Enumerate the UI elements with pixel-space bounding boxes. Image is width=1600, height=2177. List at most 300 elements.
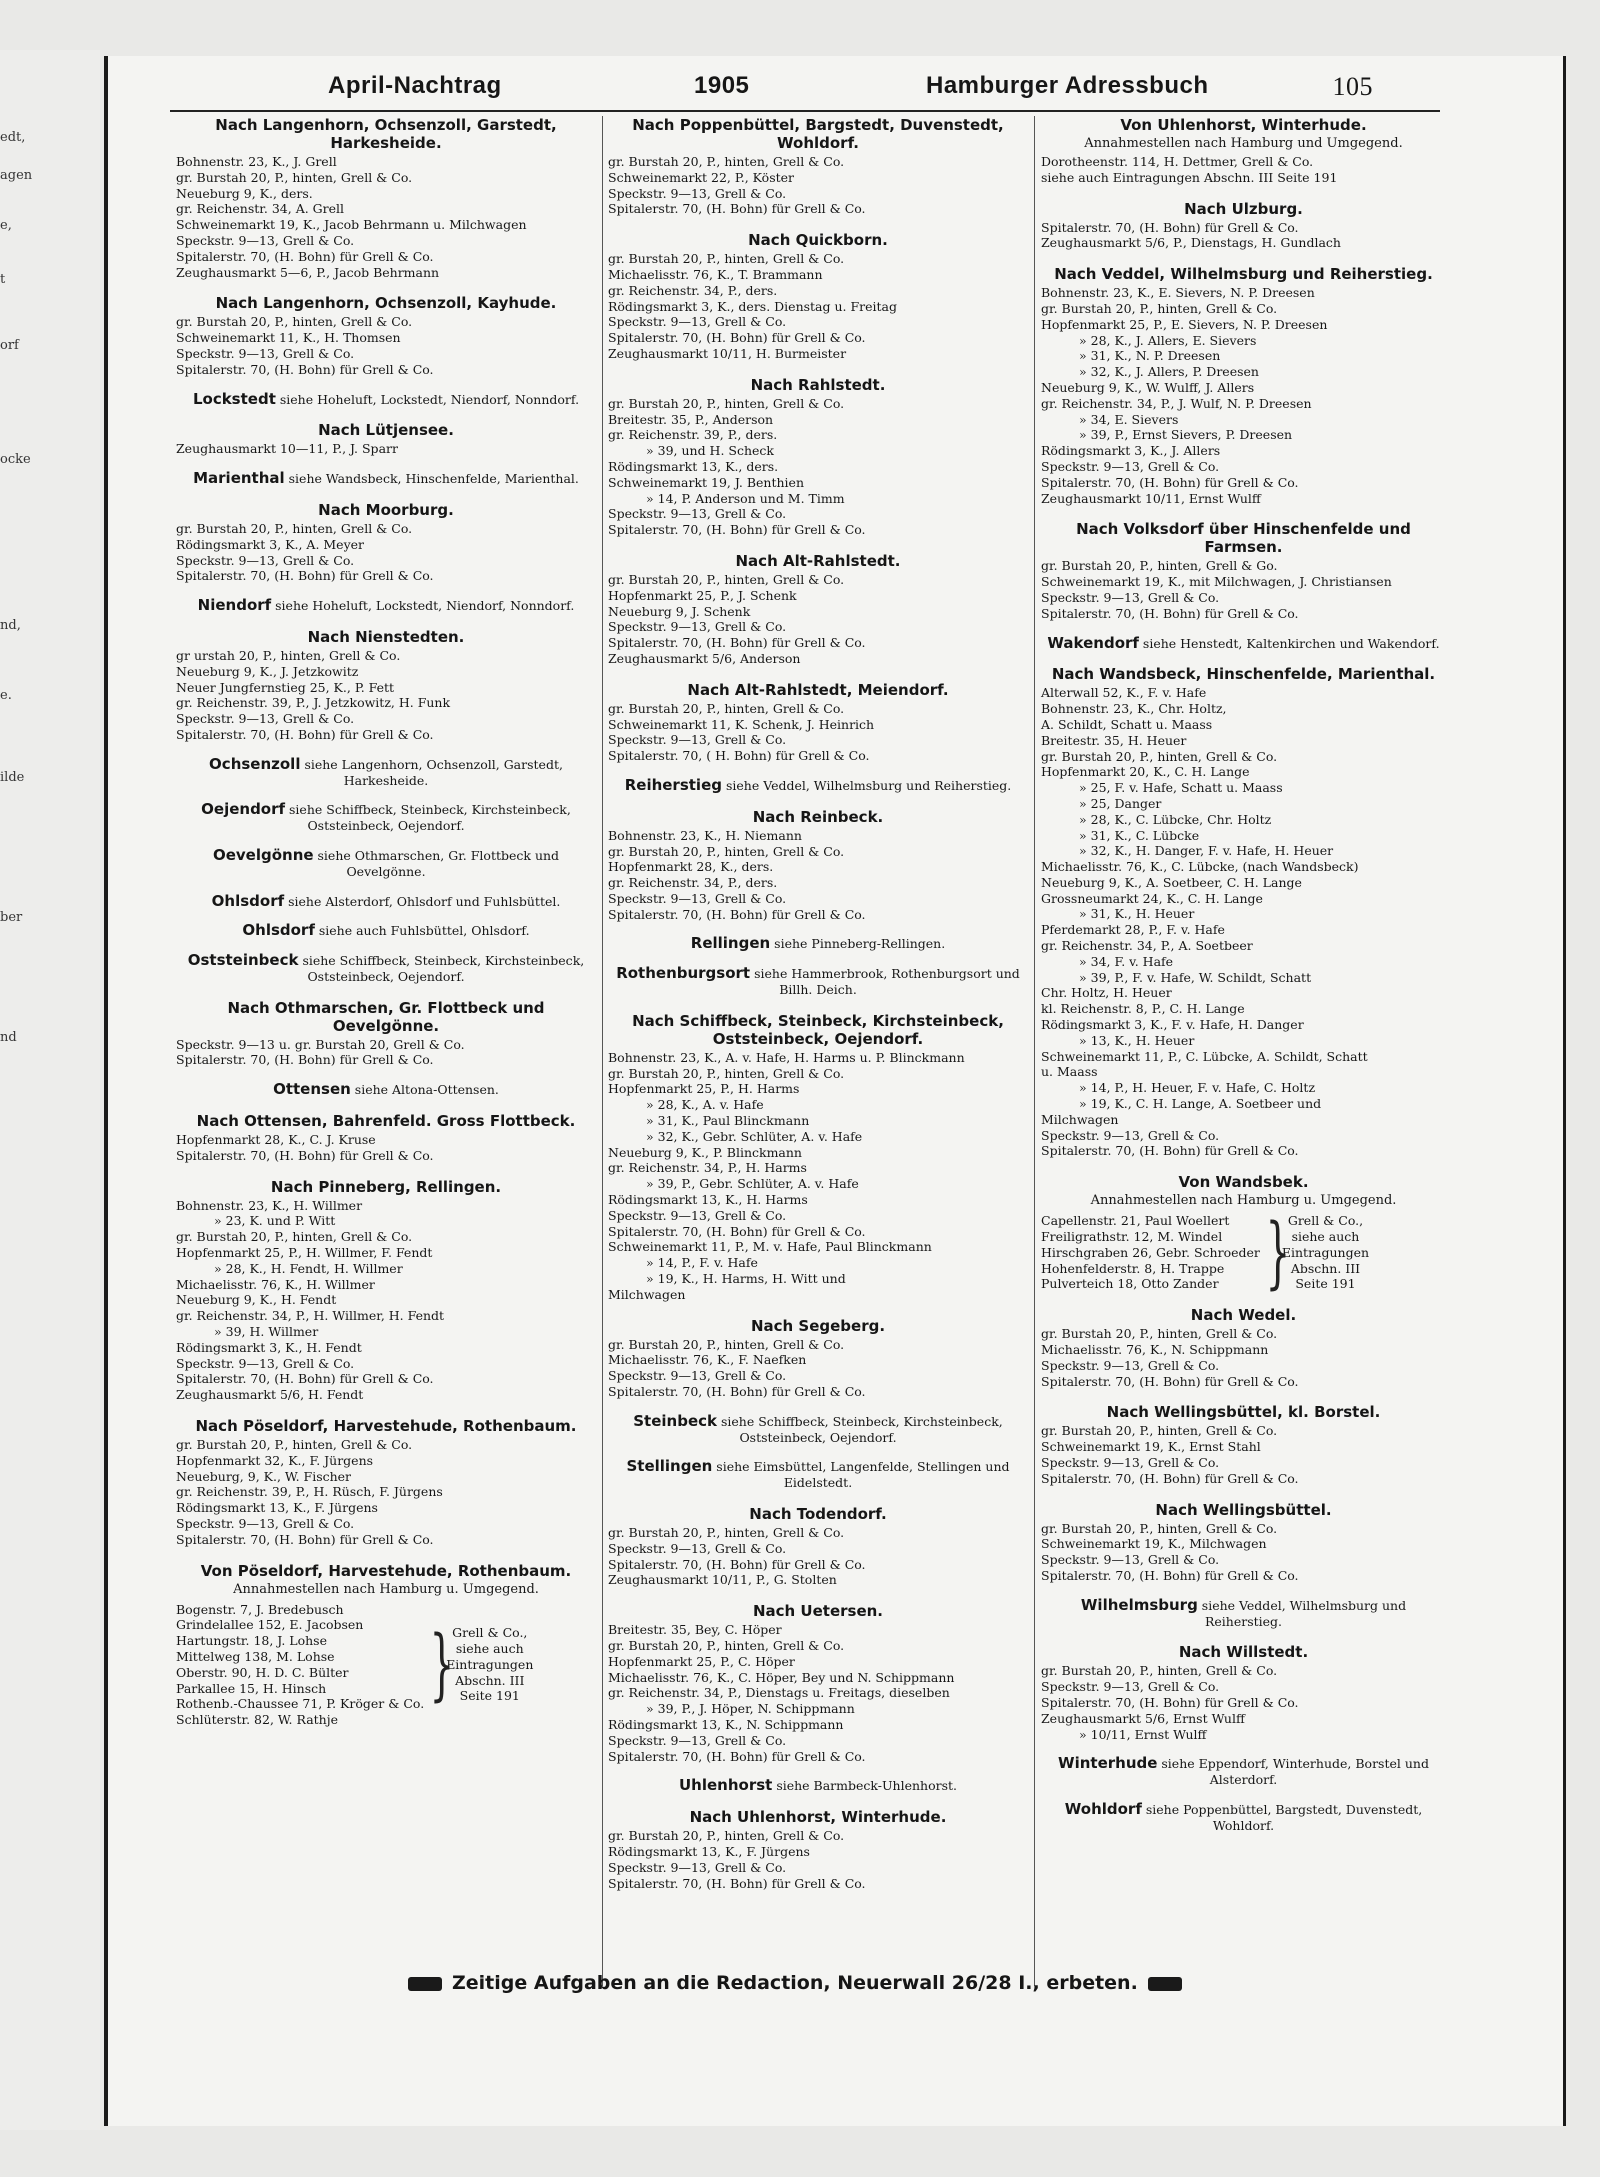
- address-entry: Pulverteich 18, Otto Zander: [1041, 1276, 1219, 1292]
- address-list: [176, 1602, 424, 1728]
- address-entry: Schweinemarkt 19, J. Benthien: [608, 474, 805, 490]
- pointing-hand-icon: [408, 1977, 442, 1991]
- address-entry: » 34, E. Sievers: [1079, 411, 1179, 427]
- route-heading: Nach Wellingsbüttel, kl. Borstel.: [1106, 1403, 1381, 1422]
- cross-reference: [176, 891, 596, 910]
- reference-place: Ottensen: [273, 1080, 351, 1099]
- address-entry: Spitalerstr. 70, (H. Bohn) für Grell & Co.: [176, 568, 434, 584]
- reference-text: [176, 953, 596, 985]
- address-entry: Hopfenmarkt 20, K., C. H. Lange: [1041, 764, 1250, 780]
- route-section: [1041, 116, 1446, 186]
- address-entry: Spitalerstr. 70, (H. Bohn) für Grell & Co.: [176, 1531, 434, 1547]
- address-entry: gr. Burstah 20, P., hinten, Grell & Co.: [608, 1065, 845, 1081]
- route-section: [608, 1317, 1028, 1400]
- reference-target: siehe Schiffbeck, Steinbeck, Kirchsteinbeck, Oststeinbeck, Oejendorf.: [285, 802, 571, 834]
- address-entry: » 32, K., Gebr. Schlüter, A. v. Hafe: [646, 1128, 863, 1144]
- address-entry: gr urstah 20, P., hinten, Grell & Co.: [176, 647, 401, 663]
- reference-place: Rellingen: [690, 934, 771, 953]
- reference-target: siehe auch Fuhlsbüttel, Ohlsdorf.: [314, 923, 530, 939]
- address-entry: Grindelallee 152, E. Jacobsen: [176, 1617, 364, 1633]
- address-entry: Neueburg 9, K., H. Fendt: [176, 1292, 337, 1308]
- note-line: Eintragungen: [446, 1656, 534, 1672]
- address-entry: gr. Reichenstr. 34, P., H. Willmer, H. Fendt: [176, 1308, 445, 1324]
- route-heading: Nach Moorburg.: [318, 500, 454, 519]
- margin-fragment: nd,: [0, 618, 21, 633]
- address-entry: Spitalerstr. 70, (H. Bohn) für Grell & Co.: [608, 1875, 866, 1891]
- route-section: [1041, 1306, 1446, 1389]
- route-section: [608, 1808, 1028, 1891]
- address-entry: gr. Burstah 20, P., hinten, Grell & Co.: [608, 1828, 845, 1844]
- address-entry: Bohnenstr. 23, K., H. Willmer: [176, 1197, 363, 1213]
- address-entry: Schweinemarkt 22, P., Köster: [608, 169, 794, 185]
- reference-target: siehe Barmbeck-Uhlenhorst.: [772, 1778, 957, 1794]
- column-divider: [602, 116, 603, 1986]
- reference-target: siehe Hoheluft, Lockstedt, Niendorf, Nonndorf.: [275, 391, 580, 407]
- address-entry: gr. Burstah 20, P., hinten, Grell & Co.: [608, 700, 845, 716]
- address-entry: gr. Burstah 20, P., hinten, Grell & Co.: [176, 1437, 413, 1453]
- reference-place: Marienthal: [193, 469, 285, 488]
- cross-reference: [608, 966, 1028, 998]
- route-heading: Nach Uhlenhorst, Winterhude.: [689, 1808, 947, 1827]
- route-section: [176, 1112, 596, 1164]
- reference-text: [608, 1778, 1028, 1794]
- address-entry: Hopfenmarkt 28, K., C. J. Kruse: [176, 1132, 376, 1148]
- address-entry: Breitestr. 35, P., Anderson: [608, 411, 774, 427]
- reference-place: Stellingen: [626, 1457, 713, 1476]
- address-entry: Schweinemarkt 19, K., Jacob Behrmann u. Milchwagen: [176, 217, 527, 233]
- reference-place: Reiherstieg: [624, 775, 722, 794]
- route-heading: Nach Langenhorn, Ochsenzoll, Kayhude.: [215, 294, 557, 313]
- address-entry: Zeughausmarkt 5/6, Anderson: [608, 650, 801, 666]
- reference-target: siehe Altona-Ottensen.: [350, 1082, 499, 1098]
- address-entry: Speckstr. 9—13, Grell & Co.: [1041, 1357, 1220, 1373]
- reference-place: Rothenburgsort: [616, 964, 751, 983]
- address-entry: Breitestr. 35, Bey, C. Höper: [608, 1622, 782, 1638]
- address-entry: Zeughausmarkt 5—6, P., Jacob Behrmann: [176, 264, 440, 280]
- cross-reference: [176, 953, 596, 985]
- note-line: siehe auch: [455, 1641, 524, 1657]
- route-section: [1041, 1173, 1446, 1298]
- address-entry: Spitalerstr. 70, (H. Bohn) für Grell & Co.: [608, 1748, 866, 1764]
- reference-text: [176, 845, 596, 880]
- address-entry: Schweinemarkt 11, K. Schenk, J. Heinrich: [608, 716, 875, 732]
- route-section: [176, 116, 596, 280]
- address-entry: Oberstr. 90, H. D. C. Bülter: [176, 1664, 349, 1680]
- address-entry: Schweinemarkt 11, P., M. v. Hafe, Paul Blinckmann: [608, 1239, 932, 1255]
- address-entry: Chr. Holtz, H. Heuer: [1041, 985, 1172, 1001]
- address-entry: Hopfenmarkt 28, K., ders.: [608, 859, 774, 875]
- address-entry: » 31, K., Paul Blinckmann: [646, 1113, 810, 1129]
- address-entry: Rödingsmarkt 13, K., F. Jürgens: [608, 1843, 810, 1859]
- margin-fragment: ilde: [0, 770, 25, 785]
- cross-reference: [176, 598, 596, 614]
- address-entry: » 31, K., C. Lübcke: [1079, 827, 1200, 843]
- address-entry: Speckstr. 9—13, Grell & Co.: [1041, 1679, 1220, 1695]
- route-section: [1041, 265, 1446, 506]
- address-entry: Spitalerstr. 70, (H. Bohn) für Grell & Co.: [176, 726, 434, 742]
- cross-reference: [176, 845, 596, 880]
- header-title: Hamburger Adressbuch: [926, 72, 1209, 99]
- reference-text: [176, 1082, 596, 1098]
- address-entry: Spitalerstr. 70, (H. Bohn) für Grell & Co.: [608, 522, 866, 538]
- address-entry: gr. Reichenstr. 34, P., J. Wulf, N. P. Dreesen: [1041, 395, 1312, 411]
- route-section: [176, 628, 596, 743]
- reference-target: siehe Veddel, Wilhelmsburg und Reiherstieg.: [1197, 1597, 1407, 1629]
- footer-text: Zeitige Aufgaben an die Redaction, Neuerwall 26/28 I., erbeten.: [452, 1972, 1138, 1994]
- address-entry: » 31, K., H. Heuer: [1079, 906, 1195, 922]
- address-entry: gr. Burstah 20, P., hinten, Grell & Co.: [608, 1637, 845, 1653]
- address-entry: Michaelisstr. 76, K., T. Brammann: [608, 266, 823, 282]
- brace-icon: }: [1265, 1207, 1291, 1298]
- address-entry: Schweinemarkt 19, K., mit Milchwagen, J. Christiansen: [1041, 574, 1392, 590]
- address-entry: Rödingsmarkt 13, K., H. Harms: [608, 1192, 808, 1208]
- address-entry: Rödingsmarkt 13, K., F. Jürgens: [176, 1500, 378, 1516]
- note-line: Grell & Co.,: [452, 1625, 528, 1641]
- address-entry: gr. Reichenstr. 34, P., ders.: [608, 875, 778, 891]
- route-heading: Nach Pinneberg, Rellingen.: [270, 1177, 502, 1196]
- route-section: [176, 501, 596, 584]
- brace-icon: }: [429, 1619, 455, 1710]
- cross-reference: [608, 775, 1028, 794]
- address-entry: gr. Burstah 20, P., hinten, Grell & Co.: [608, 571, 845, 587]
- address-entry: Neueburg 9, K., A. Soetbeer, C. H. Lange: [1041, 874, 1302, 890]
- margin-fragment: edt,: [0, 130, 26, 145]
- route-section: [176, 421, 596, 457]
- address-entry: » 19, K., C. H. Lange, A. Soetbeer und: [1079, 1096, 1322, 1112]
- address-entry: Rothenb.-Chaussee 71, P. Kröger & Co.: [176, 1696, 425, 1712]
- address-entry: » 39, P., Ernst Sievers, P. Dreesen: [1079, 427, 1293, 443]
- cross-reference: [608, 1459, 1028, 1491]
- page-header: [4, 72, 1457, 108]
- reference-text: [176, 471, 596, 487]
- address-entry: » 39, und H. Scheck: [646, 443, 774, 459]
- address-entry: Speckstr. 9—13, Grell & Co.: [1041, 1455, 1220, 1470]
- address-entry: » 28, K., H. Fendt, H. Willmer: [214, 1260, 403, 1276]
- address-entry: Schweinemarkt 19, K., Ernst Stahl: [1041, 1439, 1261, 1455]
- address-entry: Hopfenmarkt 25, P., C. Höper: [608, 1653, 795, 1669]
- footer-notice: [398, 1972, 1192, 1994]
- route-section: [608, 1602, 1028, 1764]
- address-entry: Spitalerstr. 70, (H. Bohn) für Grell & Co.: [1041, 474, 1299, 490]
- reference-text: [608, 966, 1028, 998]
- address-entry: Spitalerstr. 70, (H. Bohn) für Grell & Co.: [608, 635, 866, 651]
- address-entry: Speckstr. 9—13, Grell & Co.: [608, 619, 787, 635]
- address-entry: Spitalerstr. 70, (H. Bohn) für Grell & Co.: [176, 1147, 434, 1163]
- address-entry: Speckstr. 9—13, Grell & Co.: [1041, 458, 1220, 474]
- route-heading: Nach Segeberg.: [750, 1316, 886, 1335]
- address-entry: gr. Burstah 20, P., hinten, Grell & Co.: [1041, 1326, 1278, 1342]
- address-entry: » 28, K., A. v. Hafe: [646, 1097, 764, 1113]
- route-heading: Nach Nienstedten.: [307, 627, 465, 646]
- note-line: Abschn. III: [455, 1672, 525, 1688]
- address-entry: » 39, P., J. Höper, N. Schippmann: [646, 1701, 855, 1717]
- route-heading: Nach Veddel, Wilhelmsburg und Reiherstieg.: [1054, 265, 1433, 284]
- address-entry: » 14, P., F. v. Hafe: [646, 1255, 758, 1271]
- address-entry: gr. Burstah 20, P., hinten, Grell & Co.: [176, 314, 413, 330]
- address-entry: Speckstr. 9—13, Grell & Co.: [608, 732, 787, 748]
- address-entry: Speckstr. 9—13, Grell & Co.: [608, 1368, 787, 1384]
- address-entry: Speckstr. 9—13, Grell & Co.: [608, 185, 787, 201]
- address-entry: Zeughausmarkt 10/11, P., G. Stolten: [608, 1572, 837, 1588]
- reference-text: [608, 1459, 1028, 1491]
- reference-place: Ohlsdorf: [242, 921, 315, 940]
- reference-place: Wohldorf: [1064, 1799, 1142, 1818]
- address-entry: gr. Burstah 20, P., hinten, Grell & Co.: [1041, 748, 1278, 764]
- reference-place: Ochsenzoll: [209, 754, 301, 773]
- address-entry: Hopfenmarkt 25, P., H. Willmer, F. Fendt: [176, 1245, 433, 1261]
- address-entry: Spitalerstr. 70, (H. Bohn) für Grell & Co.: [176, 1052, 434, 1068]
- address-entry: Spitalerstr. 70, (H. Bohn) für Grell & Co.: [608, 1384, 866, 1400]
- address-entry: Michaelisstr. 76, K., F. Naefken: [608, 1352, 807, 1368]
- address-entry: Michaelisstr. 76, K., C. Höper, Bey und N. Schippmann: [608, 1669, 955, 1685]
- reference-place: Oevelgönne: [212, 845, 314, 864]
- address-entry: u. Maass: [1041, 1064, 1098, 1080]
- address-entry: Schweinemarkt 19, K., Milchwagen: [1041, 1536, 1267, 1552]
- note-line: Grell & Co.,: [1287, 1213, 1364, 1229]
- cross-reference: [1041, 1799, 1446, 1834]
- address-entry: Speckstr. 9—13, Grell & Co.: [1041, 589, 1220, 605]
- address-entry: Zeughausmarkt 5/6, H. Fendt: [176, 1387, 364, 1403]
- address-entry: gr. Reichenstr. 34, P., A. Soetbeer: [1041, 938, 1253, 954]
- cross-reference: [176, 1082, 596, 1098]
- note-line: Abschn. III: [1290, 1260, 1361, 1276]
- reference-place: Uhlenhorst: [679, 1776, 773, 1795]
- address-entry: Schweinemarkt 11, P., C. Lübcke, A. Schildt, Schatt: [1041, 1048, 1368, 1064]
- reference-target: siehe Pinneberg-Rellingen.: [770, 936, 946, 952]
- address-entry: Speckstr. 9—13, Grell & Co.: [176, 345, 355, 361]
- route-subheading: Annahmestellen nach Hamburg und Umgegend.: [1084, 136, 1403, 151]
- pointing-hand-icon: [1148, 1977, 1182, 1991]
- address-entry: Speckstr. 9—13, Grell & Co.: [608, 314, 787, 330]
- reference-text: [176, 923, 596, 939]
- route-section: [176, 1178, 596, 1403]
- reference-place: Wilhelmsburg: [1080, 1595, 1198, 1614]
- address-entry: Bogenstr. 7, J. Bredebusch: [176, 1601, 344, 1617]
- address-entry: Rödingsmarkt 3, K., F. v. Hafe, H. Danger: [1041, 1017, 1304, 1033]
- address-entry: » 28, K., J. Allers, E. Sievers: [1079, 332, 1257, 348]
- header-left: April-Nachtrag: [328, 72, 502, 99]
- reference-text: [176, 802, 596, 834]
- address-entry: Hirschgraben 26, Gebr. Schroeder: [1041, 1244, 1260, 1260]
- reference-text: [1041, 633, 1446, 652]
- column-divider: [1034, 116, 1035, 1986]
- reference-text: [176, 891, 596, 910]
- address-entry: Dorotheenstr. 114, H. Dettmer, Grell & Co.: [1041, 154, 1314, 169]
- route-heading: Nach Alt-Rahlstedt.: [735, 551, 901, 570]
- address-entry: Neueburg, 9, K., W. Fischer: [176, 1468, 352, 1484]
- address-entry: Rödingsmarkt 13, K., N. Schippmann: [608, 1716, 844, 1732]
- route-section: [1041, 520, 1446, 621]
- cross-reference: [176, 923, 596, 939]
- reference-target: siehe Hammerbrook, Rothenburgsort und Billh. Deich.: [750, 966, 1020, 998]
- reference-target: siehe Othmarschen, Gr. Flottbeck und Oevelgönne.: [313, 847, 560, 879]
- address-entry: Milchwagen: [608, 1286, 686, 1302]
- address-entry: Hopfenmarkt 25, P., J. Schenk: [608, 587, 797, 603]
- address-entry: kl. Reichenstr. 8, P., C. H. Lange: [1041, 1001, 1245, 1017]
- address-entry: Rödingsmarkt 3, K., H. Fendt: [176, 1339, 362, 1355]
- address-entry: gr. Burstah 20, P., hinten, Grell & Co.: [608, 251, 845, 267]
- address-entry: Spitalerstr. 70, (H. Bohn) für Grell & Co.: [1041, 1694, 1299, 1710]
- address-entry: gr. Burstah 20, P., hinten, Grell & Co.: [608, 1336, 845, 1352]
- address-entry: siehe auch Eintragungen Abschn. III Seite 191: [1041, 169, 1338, 185]
- reference-text: [176, 389, 596, 408]
- route-heading: Nach Rahlstedt.: [750, 375, 886, 394]
- reference-target: siehe Eimsbüttel, Langenfelde, Stellingen und Eidelstedt.: [712, 1459, 1010, 1491]
- route-heading: Nach Pöseldorf, Harvestehude, Rothenbaum.: [195, 1417, 577, 1436]
- address-entry: gr. Burstah 20, P., hinten, Grell & Co.: [1041, 1423, 1278, 1439]
- address-entry: gr. Burstah 20, P., hinten, Grell & Co.: [1041, 1663, 1278, 1679]
- address-entry: Breitestr. 35, H. Heuer: [1041, 732, 1187, 748]
- margin-fragment: e,: [0, 218, 12, 233]
- address-entry: Alterwall 52, K., F. v. Hafe: [1041, 685, 1207, 701]
- address-entry: Hopfenmarkt 32, K., F. Jürgens: [176, 1452, 374, 1468]
- address-entry: Pferdemarkt 28, P., F. v. Hafe: [1041, 922, 1225, 938]
- address-entry: gr. Burstah 20, P., hinten, Grell & Co.: [608, 154, 845, 169]
- address-entry: Zeughausmarkt 10/11, H. Burmeister: [608, 345, 847, 361]
- address-entry: Rödingsmarkt 3, K., J. Allers: [1041, 443, 1221, 459]
- route-heading: Nach Wedel.: [1190, 1306, 1297, 1325]
- route-heading: Nach Uetersen.: [752, 1602, 884, 1621]
- route-section: [176, 999, 596, 1069]
- address-entry: Michaelisstr. 76, K., N. Schippmann: [1041, 1342, 1269, 1358]
- address-entry: Rödingsmarkt 3, K., A. Meyer: [176, 536, 365, 552]
- address-entry: » 19, K., H. Harms, H. Witt und: [646, 1271, 846, 1287]
- address-entry: Bohnenstr. 23, K., A. v. Hafe, H. Harms u. P. Blinckmann: [608, 1049, 965, 1065]
- route-section: [1041, 200, 1446, 252]
- address-entry: » 39, H. Willmer: [214, 1324, 319, 1340]
- route-section: [608, 1012, 1028, 1303]
- route-section: [176, 1562, 596, 1728]
- note-line: Eintragungen: [1281, 1244, 1370, 1260]
- bracket-note: [1282, 1213, 1369, 1292]
- address-entry: Spitalerstr. 70, (H. Bohn) für Grell & Co.: [1041, 219, 1299, 235]
- reference-text: [176, 754, 596, 789]
- route-heading: Nach Reinbeck.: [752, 807, 884, 826]
- route-section: [1041, 1403, 1446, 1486]
- margin-fragment: ocke: [0, 452, 31, 467]
- route-heading: Von Pöseldorf, Harvestehude, Rothenbaum.: [200, 1561, 572, 1580]
- address-entry: » 25, Danger: [1079, 795, 1162, 811]
- address-entry: Zeughausmarkt 5/6, P., Dienstags, H. Gundlach: [1041, 235, 1341, 251]
- reference-target: siehe Langenhorn, Ochsenzoll, Garstedt, Harkesheide.: [300, 756, 563, 788]
- address-entry: gr. Burstah 20, P., hinten, Grell & Co.: [176, 520, 413, 536]
- header-rule: [170, 110, 1440, 112]
- route-heading: Nach Wandsbeck, Hinschenfelde, Marienthal.: [1051, 665, 1436, 684]
- reference-place: Niendorf: [197, 596, 272, 615]
- address-entry: Milchwagen: [1041, 1111, 1119, 1127]
- address-entry: » 34, F. v. Hafe: [1079, 953, 1174, 969]
- reference-target: siehe Schiffbeck, Steinbeck, Kirchsteinbeck, Oststeinbeck, Oejendorf.: [298, 953, 585, 984]
- reference-target: siehe Wandsbeck, Hinschenfelde, Marienthal.: [284, 471, 579, 487]
- route-section: [608, 116, 1028, 217]
- address-entry: Speckstr. 9—13, Grell & Co.: [608, 1207, 787, 1223]
- address-entry: Speckstr. 9—13, Grell & Co.: [608, 1859, 787, 1875]
- address-entry: Zeughausmarkt 5/6, Ernst Wulff: [1041, 1710, 1245, 1726]
- cross-reference: [608, 936, 1028, 952]
- cross-reference: [176, 389, 596, 408]
- reference-text: [1041, 1799, 1446, 1834]
- address-entry: Neueburg 9, K., ders.: [176, 185, 313, 201]
- address-entry: gr. Reichenstr. 34, P., Dienstags u. Freitags, dieselben: [608, 1685, 950, 1701]
- reference-text: [1041, 1756, 1446, 1788]
- reference-place: Winterhude: [1058, 1754, 1158, 1773]
- address-entry: gr. Burstah 20, P., hinten, Grell & Go.: [1041, 558, 1278, 574]
- address-entry: » 32, K., H. Danger, F. v. Hafe, H. Heuer: [1079, 843, 1334, 859]
- address-entry: Speckstr. 9—13, Grell & Co.: [1041, 1552, 1220, 1568]
- address-entry: gr. Burstah 20, P., hinten, Grell & Co.: [608, 1525, 845, 1540]
- address-entry: Rödingsmarkt 13, K., ders.: [608, 458, 779, 474]
- route-heading: Nach Wellingsbüttel.: [1155, 1500, 1332, 1519]
- route-heading: Nach Quickborn.: [748, 231, 888, 250]
- reference-text: [608, 775, 1028, 794]
- address-entry: Spitalerstr. 70, (H. Bohn) für Grell & Co.: [176, 1371, 434, 1387]
- reference-place: Wakendorf: [1047, 633, 1139, 652]
- reference-target: siehe Alsterdorf, Ohlsdorf und Fuhlsbüttel.: [284, 893, 561, 909]
- reference-text: [608, 936, 1028, 952]
- reference-place: Steinbeck: [633, 1411, 717, 1430]
- address-entry: Speckstr. 9—13, Grell & Co.: [176, 1516, 355, 1532]
- address-entry: Spitalerstr. 70, (H. Bohn) für Grell & Co.: [1041, 1373, 1299, 1389]
- bracketed-list: [1041, 1207, 1446, 1298]
- route-heading: Nach Othmarschen, Gr. Flottbeck und Oevelgönne.: [227, 998, 545, 1035]
- address-entry: Neueburg 9, K., W. Wulff, J. Allers: [1041, 379, 1255, 395]
- reference-place: Ohlsdorf: [211, 891, 285, 910]
- note-line: siehe auch: [1291, 1229, 1360, 1245]
- address-entry: gr. Reichenstr. 39, P., H. Rüsch, F. Jürgens: [176, 1484, 443, 1500]
- route-heading: Nach Schiffbeck, Steinbeck, Kirchsteinbeck, Oststeinbeck, Oejendorf.: [632, 1011, 1004, 1048]
- address-entry: Spitalerstr. 70, (H. Bohn) für Grell & Co.: [176, 248, 434, 264]
- bracketed-list: [176, 1602, 596, 1728]
- route-section: [1041, 1643, 1446, 1742]
- route-subheading: Annahmestellen nach Hamburg u. Umgegend.: [1090, 1193, 1397, 1209]
- cross-reference: [1041, 1595, 1446, 1630]
- route-section: [608, 681, 1028, 764]
- route-section: [608, 808, 1028, 923]
- column-2: [608, 116, 1028, 1905]
- address-entry: Spitalerstr. 70, (H. Bohn) für Grell & Co.: [176, 361, 434, 377]
- address-entry: Spitalerstr. 70, (H. Bohn) für Grell & Co.: [608, 1223, 866, 1239]
- cross-reference: [608, 1778, 1028, 1794]
- address-entry: Parkallee 15, H. Hinsch: [176, 1680, 327, 1696]
- address-entry: Spitalerstr. 70, ( H. Bohn) für Grell & Co.: [608, 748, 870, 764]
- address-entry: Freiligrathstr. 12, M. Windel: [1041, 1229, 1223, 1245]
- header-year: 1905: [694, 72, 750, 99]
- address-entry: Grossneumarkt 24, K., C. H. Lange: [1041, 890, 1263, 906]
- address-entry: gr. Reichenstr. 34, P., H. Harms: [608, 1160, 807, 1176]
- margin-fragment: t: [0, 272, 6, 287]
- route-section: [176, 294, 596, 377]
- address-entry: Speckstr. 9—13, Grell & Co.: [608, 890, 787, 906]
- route-heading: Nach Willstedt.: [1178, 1643, 1309, 1662]
- address-entry: Rödingsmarkt 3, K., ders. Dienstag u. Freitag: [608, 298, 898, 314]
- column-1: [176, 116, 596, 1742]
- address-entry: Speckstr. 9—13, Grell & Co.: [1041, 1127, 1220, 1143]
- address-entry: gr. Reichenstr. 39, P., J. Jetzkowitz, H. Funk: [176, 695, 451, 711]
- cross-reference: [1041, 1756, 1446, 1788]
- route-section: [176, 1417, 596, 1548]
- address-entry: Spitalerstr. 70, (H. Bohn) für Grell & Co.: [608, 1556, 866, 1572]
- address-entry: Schweinemarkt 11, K., H. Thomsen: [176, 330, 401, 346]
- reference-target: siehe Schiffbeck, Steinbeck, Kirchsteinbeck, Oststeinbeck, Oejendorf.: [716, 1413, 1003, 1445]
- address-entry: Schlüterstr. 82, W. Rathje: [176, 1712, 339, 1728]
- address-entry: Zeughausmarkt 10—11, P., J. Sparr: [176, 441, 398, 457]
- route-heading: Nach Langenhorn, Ochsenzoll, Garstedt, Harkesheide.: [215, 116, 557, 152]
- reference-place: Oejendorf: [201, 800, 286, 819]
- route-section: [1041, 1501, 1446, 1584]
- address-entry: Hopfenmarkt 25, P., H. Harms: [608, 1081, 800, 1097]
- reference-target: siehe Veddel, Wilhelmsburg und Reiherstieg.: [721, 777, 1012, 793]
- address-entry: gr. Burstah 20, P., hinten, Grell & Co.: [608, 395, 845, 411]
